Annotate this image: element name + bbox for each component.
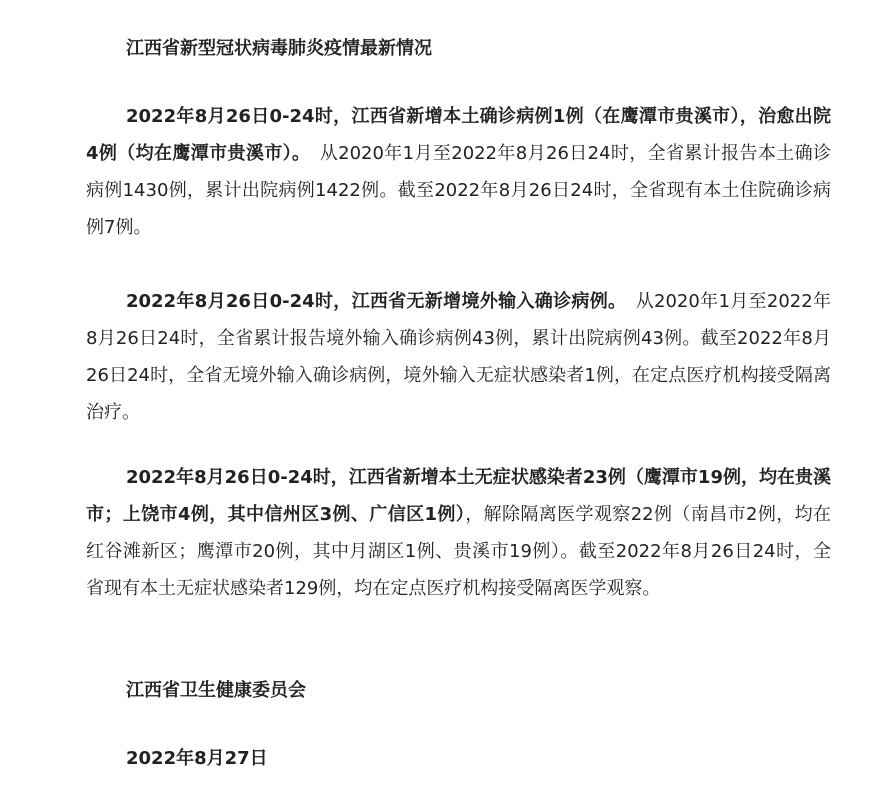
- paragraph-body: 从2020年1月至2022年8月26日24时，全省累计报告境外输入确诊病例43例，累计出院病例43例。截至2022年8月26日24时，全省无境外输入确诊病例，境外输入无症状感染者1例，在定点医疗机构接受隔离治疗。: [86, 291, 831, 423]
- watermark-overlay: [641, 732, 861, 762]
- paragraph-asymptomatic: [86, 459, 831, 607]
- paragraph-body: ，解除隔离医学观察22例（南昌市2例，均在红谷滩新区；鹰潭市20例，其中月湖区1例、贵溪市19例）。截至2022年8月26日24时，全省现有本土无症状感染者129例，均在定点医疗机构接受隔离医学观察。: [86, 504, 832, 599]
- publish-date: 2022年8月27日: [126, 748, 268, 769]
- paragraph-body: 从2020年1月至2022年8月26日24时，全省累计报告本土确诊病例1430例，累计出院病例1422例。截至2022年8月26日24时，全省现有本土住院确诊病例7例。: [86, 143, 832, 238]
- paragraph-lead: 2022年8月26日0-24时，江西省新增本土确诊病例1例（在鹰潭市贵溪市），治愈出院4例（均在鹰潭市贵溪市）。: [86, 106, 831, 164]
- paragraph-imported-confirmed: [86, 283, 831, 431]
- article-title: 江西省新型冠状病毒肺炎疫情最新情况: [126, 38, 432, 59]
- paragraph-lead: 2022年8月26日0-24时，江西省无新增境外输入确诊病例。: [126, 291, 618, 312]
- issuing-organization: 江西省卫生健康委员会: [126, 680, 306, 701]
- paragraph-local-confirmed: [86, 98, 831, 246]
- paragraph-lead: 2022年8月26日0-24时，江西省新增本土无症状感染者23例（鹰潭市19例，均在贵溪市；上饶市4例，其中信州区3例、广信区1例）: [86, 467, 831, 525]
